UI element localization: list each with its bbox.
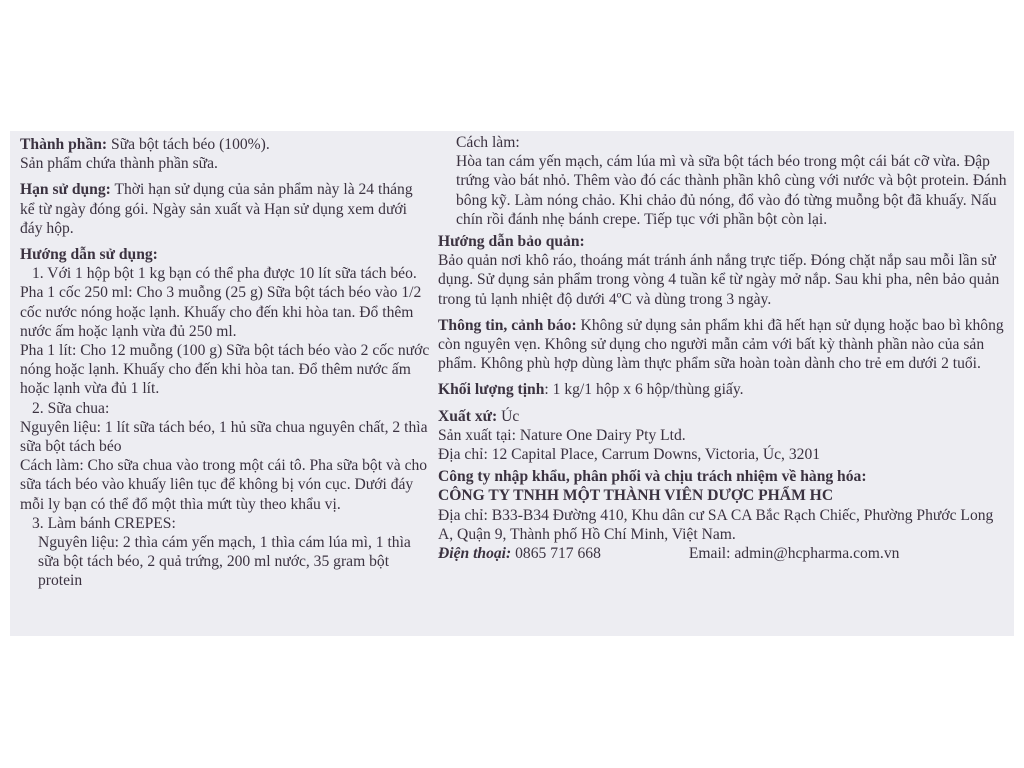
product-label [10, 131, 1014, 636]
usage-heading: Hướng dẫn sử dụng: [20, 246, 158, 264]
storage-text: Bảo quản nơi khô ráo, thoáng mát tránh ánh nắng trực tiếp. Đóng chặt nắp sau mỗi lần sử dụng. Sử dụng sản phẩm trong vòng 4 tuần kể từ ngày mở nắp. Sau khi pha, nên bảo quản trong tủ lạnh nhiệt độ dưới 4ºC và dùng trong 3 ngày. [438, 252, 1000, 308]
ingredients-text: Sữa bột tách béo (100%). [107, 136, 270, 153]
crepes-method-text: Hòa tan cám yến mạch, cám lúa mì và sữa bột tách béo trong một cái bát cỡ vừa. Đập trứng vào bát nhỏ. Thêm vào đó các thành phần khô cùng với nước và bột protein. Đánh bông kỹ. Làm nóng chảo. Khi chảo đủ nóng, đổ vào đó từng muỗng bột đã khuấy. Nấu chín rồi đánh nhẹ bánh crepe. Tiếp tục với phần bột còn lại. [456, 153, 1007, 228]
manufacturer-address: Địa chỉ: 12 Capital Place, Carrum Downs, Victoria, Úc, 3201 [438, 446, 821, 464]
milk-note: Sản phẩm chứa thành phần sữa. [20, 155, 218, 173]
origin-heading: Xuất xứ: [438, 407, 498, 425]
importer-address: Địa chỉ: B33-B34 Đường 410, Khu dân cư SA CA Bắc Rạch Chiếc, Phường Phước Long A, Quận 9, Thành phố Hồ Chí Minh, Việt Nam. [438, 506, 994, 543]
usage-item-3: 3. Làm bánh CREPES: [32, 514, 176, 532]
origin [438, 407, 1010, 426]
net-weight-heading: Khối lượng tịnh [438, 381, 545, 399]
phone-number: 0865 717 668 [511, 545, 601, 563]
email-address: Email: admin@hcpharma.com.vn [688, 545, 900, 563]
phone-heading: Điện thoại: [438, 545, 512, 563]
contact-line [438, 544, 1010, 563]
usage-one-litre: Pha 1 lít: Cho 12 muỗng (100 g) Sữa bột tách béo vào 2 cốc nước nóng hoặc lạnh. Khuấy cho đến khi hòa tan. Đổ thêm nước ấm hoặc lạnh vừa đủ 1 lít. [20, 342, 430, 398]
warning-heading: Thông tin, cảnh báo: [438, 316, 577, 334]
storage-heading: Hướng dẫn bảo quản: [438, 233, 585, 251]
yogurt-method: Cách làm: Cho sữa chua vào trong một cái tô. Pha sữa bột và cho sữa tách béo vào khuấy liên tục để không bị vón cục. Dưới đáy mỗi ly bạn có thể đổ một thìa mứt tùy theo khẩu vị. [20, 457, 428, 513]
ingredients-section [20, 135, 430, 154]
usage-item-2: 2. Sữa chua: [32, 399, 110, 417]
crepes-ingredients: Nguyên liệu: 2 thìa cám yến mạch, 1 thìa cám lúa mì, 1 thìa sữa bột tách béo, 2 quả trứng, 200 ml nước, 35 gram bột protein [38, 534, 411, 590]
expiry-section [20, 180, 430, 238]
crepes-method-heading: Cách làm: [456, 134, 520, 151]
usage-one-cup: Pha 1 cốc 250 ml: Cho 3 muỗng (25 g) Sữa bột tách béo vào 1/2 cốc nước nóng hoặc lạnh. Khuấy cho đến khi hòa tan. Đổ thêm nước ấm hoặc lạnh vừa đủ 250 ml. [20, 284, 422, 340]
expiry-text: Thời hạn sử dụng của sản phẩm này là 24 tháng kể từ ngày đóng gói. Ngày sản xuất và Hạn sử dụng xem dưới đáy hộp. [20, 181, 413, 237]
importer-heading: Công ty nhập khẩu, phân phối và chịu trách nhiệm về hàng hóa: [438, 468, 867, 486]
right-column [438, 133, 1010, 563]
warning-section [438, 316, 1010, 374]
warning-text: Không sử dụng sản phẩm khi đã hết hạn sử dụng hoặc bao bì không còn nguyên vẹn. Không sử dụng cho người mẫn cảm với bất kỳ thành phần nào của sản phẩm. Không phù hợp dùng làm thực phẩm sữa hoàn toàn dành cho trẻ em dưới 2 tuổi. [438, 316, 1004, 373]
expiry-heading: Hạn sử dụng: [20, 181, 111, 199]
importer-company: CÔNG TY TNHH MỘT THÀNH VIÊN DƯỢC PHẨM HC [438, 487, 834, 505]
net-weight-text: : 1 kg/1 hộp x 6 hộp/thùng giấy. [544, 381, 744, 399]
origin-text: Úc [497, 407, 520, 425]
net-weight [438, 380, 1010, 399]
ingredients-heading: Thành phần: [20, 136, 108, 153]
manufacturer: Sản xuất tại: Nature One Dairy Pty Ltd. [438, 426, 686, 444]
left-column [20, 135, 430, 591]
yogurt-ingredients: Nguyên liệu: 1 lít sữa tách béo, 1 hủ sữa chua nguyên chất, 2 thìa sữa bột tách béo [20, 418, 428, 456]
usage-item-1: 1. Với 1 hộp bột 1 kg bạn có thể pha được 10 lít sữa tách béo. [32, 265, 417, 283]
